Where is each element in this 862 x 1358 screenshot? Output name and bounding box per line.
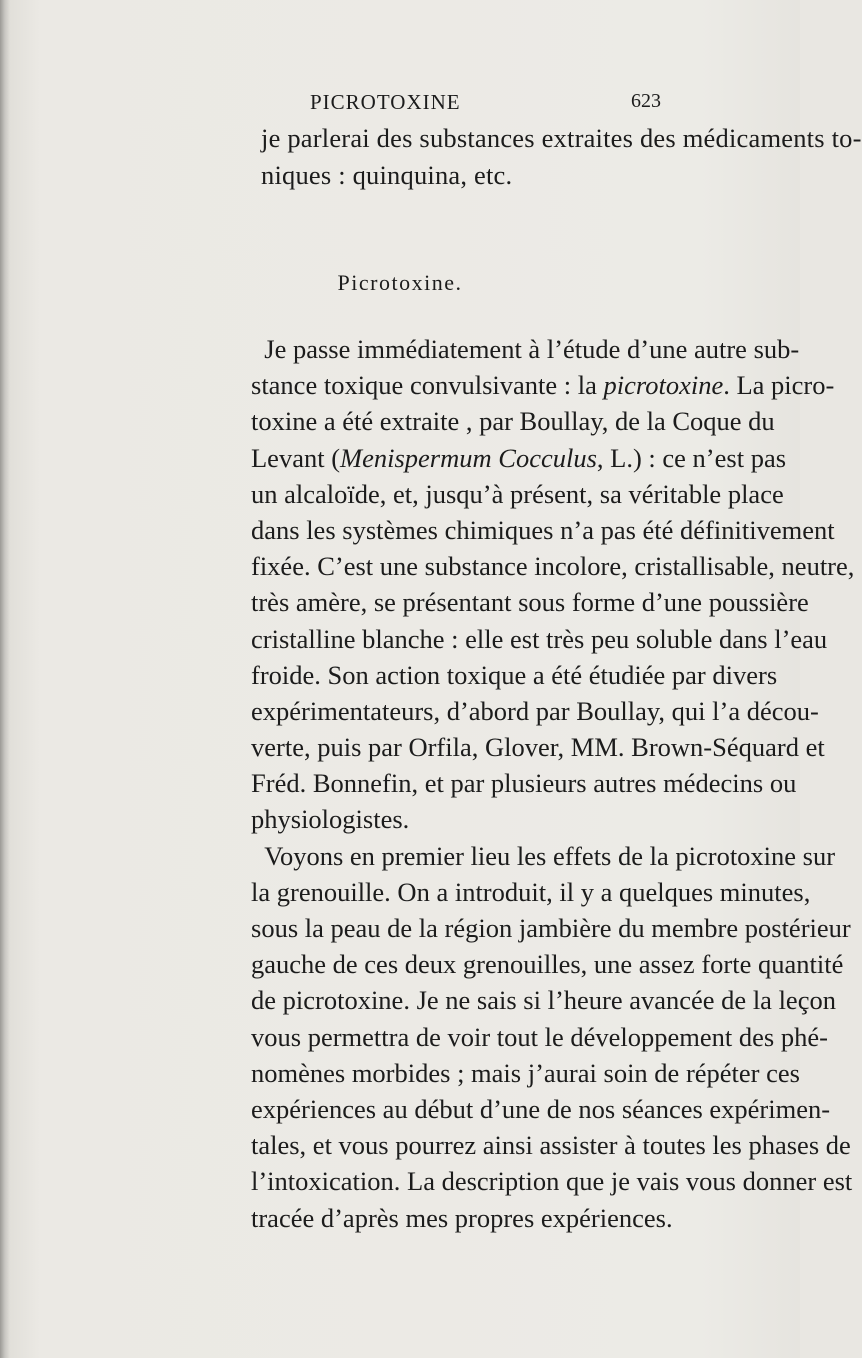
text-line: verte, puis par Orfila, Glover, MM. Brown-Séquard et bbox=[251, 732, 825, 763]
text-line: stance toxique convulsivante : la picrotoxine. La picro- bbox=[251, 370, 835, 401]
text-line: Fréd. Bonnefin, et par plusieurs autres médecins ou bbox=[251, 768, 797, 799]
text-line: je parlerai des substances extraites des médicaments to- bbox=[261, 123, 862, 153]
text-line: sous la peau de la région jambière du membre postérieur bbox=[251, 913, 851, 943]
text-line: fixée. C’est une substance incolore, cristallisable, neutre, bbox=[251, 551, 855, 582]
text-line: dans les systèmes chimiques n’a pas été définitivement bbox=[251, 514, 835, 545]
text-line: de picrotoxine. Je ne sais si l’heure avancée de la leçon bbox=[251, 985, 836, 1016]
text-line: vous permettra de voir tout le développement des phé- bbox=[251, 1021, 828, 1052]
intro-text bbox=[261, 120, 862, 193]
text-line: cristalline blanche : elle est très peu soluble dans l’eau bbox=[251, 623, 828, 654]
italic-latin-name: Menispermum Cocculus bbox=[340, 442, 597, 473]
section-heading: Picrotoxine. bbox=[337, 270, 463, 295]
text-line: expériences au début d’une de nos séances expérimen- bbox=[251, 1093, 831, 1124]
text-line: expérimentateurs, d’abord par Boullay, qui l’a décou- bbox=[251, 695, 819, 726]
text-line: l’intoxication. La description que je vais vous donner est bbox=[251, 1166, 853, 1197]
text-line: tales, et vous pourrez ainsi assister à toutes les phases de bbox=[251, 1130, 851, 1161]
running-head-title: PICROTOXINE bbox=[310, 90, 461, 114]
text-line: niques : quinquina, etc. bbox=[261, 159, 513, 190]
text-line: Voyons en premier lieu les effets de la picrotoxine sur bbox=[264, 840, 836, 871]
text-line: tracée d’après mes propres expériences. bbox=[251, 1202, 673, 1233]
text-line: la grenouille. On a introduit, il y a quelques minutes, bbox=[251, 876, 811, 907]
text-line: Levant (Menispermum Cocculus, L.) : ce n’est pas bbox=[251, 442, 787, 473]
text-line: Je passe immédiatement à l’étude d’une autre sub- bbox=[264, 334, 800, 364]
text-line: nomènes morbides ; mais j’aurai soin de répéter ces bbox=[251, 1057, 800, 1088]
text-line: un alcaloïde, et, jusqu’à présent, sa véritable place bbox=[251, 478, 784, 509]
body-text bbox=[251, 331, 855, 1236]
text-line: très amère, se présentant sous forme d’une poussière bbox=[251, 587, 809, 618]
text-line: toxine a été extraite , par Boullay, de la Coque du bbox=[251, 406, 775, 437]
page-number: 623 bbox=[631, 90, 661, 112]
text-line: froide. Son action toxique a été étudiée par divers bbox=[251, 659, 778, 690]
text-line: gauche de ces deux grenouilles, une assez forte quantité bbox=[251, 949, 844, 980]
italic-term: picrotoxine bbox=[603, 370, 724, 401]
running-head bbox=[0, 90, 800, 120]
page-binding-edge bbox=[0, 0, 10, 1358]
text-line: physiologistes. bbox=[251, 804, 410, 835]
